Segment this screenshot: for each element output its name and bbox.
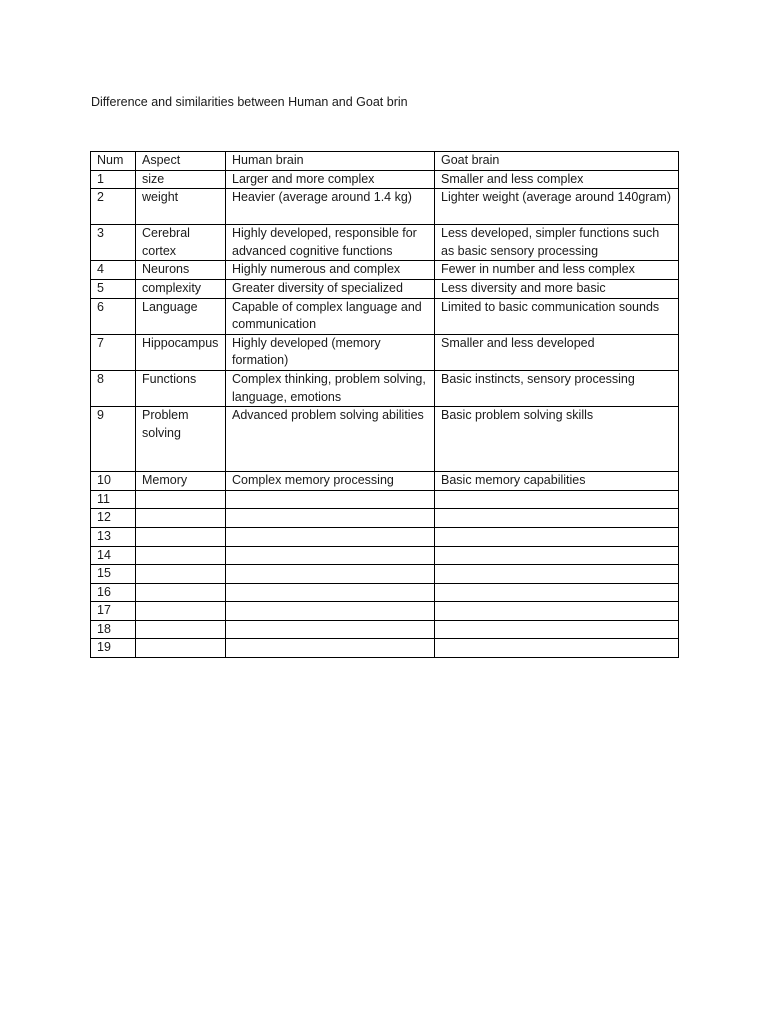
table-row [91,546,679,565]
goat-brain-cell: Fewer in number and less complex [435,261,679,280]
human-brain-cell: Greater diversity of specialized [226,279,435,298]
num-cell: 10 [91,472,136,491]
num-cell: 3 [91,225,136,261]
goat-brain-cell: Smaller and less complex [435,170,679,189]
aspect-cell: complexity [136,279,226,298]
table-row [91,509,679,528]
human-brain-cell [226,490,435,509]
human-brain-cell [226,583,435,602]
human-brain-cell: Highly developed, responsible for advanced cognitive functions [226,225,435,261]
aspect-cell [136,509,226,528]
table-row [91,279,679,298]
num-cell: 13 [91,527,136,546]
aspect-cell: Cerebral cortex [136,225,226,261]
table-row [91,602,679,621]
goat-brain-cell [435,509,679,528]
human-brain-cell [226,546,435,565]
aspect-cell [136,565,226,584]
table-row [91,639,679,658]
num-cell: 9 [91,407,136,472]
num-cell: 12 [91,509,136,528]
num-cell: 19 [91,639,136,658]
human-brain-cell: Advanced problem solving abilities [226,407,435,472]
header-cell-num: Num [91,152,136,171]
aspect-cell: Memory [136,472,226,491]
table-row [91,298,679,334]
aspect-cell [136,527,226,546]
num-cell: 7 [91,334,136,370]
table-row [91,407,679,472]
aspect-cell [136,583,226,602]
num-cell: 14 [91,546,136,565]
human-brain-cell [226,602,435,621]
table-row [91,225,679,261]
aspect-cell [136,620,226,639]
goat-brain-cell [435,546,679,565]
table-row [91,170,679,189]
goat-brain-cell [435,527,679,546]
human-brain-cell [226,527,435,546]
aspect-cell [136,602,226,621]
comparison-table [90,151,679,658]
table-row [91,583,679,602]
table-row [91,334,679,370]
aspect-cell: Hippocampus [136,334,226,370]
num-cell: 15 [91,565,136,584]
aspect-cell: Problem solving [136,407,226,472]
table-row [91,527,679,546]
aspect-cell: weight [136,189,226,225]
table-row [91,490,679,509]
aspect-cell [136,546,226,565]
goat-brain-cell: Basic memory capabilities [435,472,679,491]
aspect-cell: Neurons [136,261,226,280]
table-row [91,370,679,406]
comparison-table-body [91,152,679,658]
human-brain-cell: Capable of complex language and communication [226,298,435,334]
goat-brain-cell: Smaller and less developed [435,334,679,370]
human-brain-cell [226,639,435,658]
aspect-cell [136,639,226,658]
num-cell: 4 [91,261,136,280]
goat-brain-cell [435,490,679,509]
human-brain-cell: Larger and more complex [226,170,435,189]
table-row [91,565,679,584]
human-brain-cell: Heavier (average around 1.4 kg) [226,189,435,225]
human-brain-cell: Complex memory processing [226,472,435,491]
goat-brain-cell [435,620,679,639]
human-brain-cell: Highly numerous and complex [226,261,435,280]
header-cell-aspect: Aspect [136,152,226,171]
goat-brain-cell: Less developed, simpler functions such as basic sensory processing [435,225,679,261]
header-cell-goat-brain: Goat brain [435,152,679,171]
goat-brain-cell: Basic problem solving skills [435,407,679,472]
aspect-cell: size [136,170,226,189]
goat-brain-cell [435,583,679,602]
document-title: Difference and similarities between Human and Goat brin [91,95,408,109]
aspect-cell: Functions [136,370,226,406]
goat-brain-cell [435,602,679,621]
human-brain-cell: Highly developed (memory formation) [226,334,435,370]
goat-brain-cell [435,639,679,658]
num-cell: 18 [91,620,136,639]
table-row [91,620,679,639]
num-cell: 8 [91,370,136,406]
goat-brain-cell: Lighter weight (average around 140gram) [435,189,679,225]
aspect-cell: Language [136,298,226,334]
goat-brain-cell: Basic instincts, sensory processing [435,370,679,406]
human-brain-cell [226,620,435,639]
aspect-cell [136,490,226,509]
goat-brain-cell: Less diversity and more basic [435,279,679,298]
num-cell: 5 [91,279,136,298]
human-brain-cell [226,509,435,528]
num-cell: 6 [91,298,136,334]
num-cell: 11 [91,490,136,509]
num-cell: 2 [91,189,136,225]
table-row [91,189,679,225]
num-cell: 16 [91,583,136,602]
header-cell-human-brain: Human brain [226,152,435,171]
goat-brain-cell [435,565,679,584]
table-header-row [91,152,679,171]
human-brain-cell: Complex thinking, problem solving, language, emotions [226,370,435,406]
table-row [91,261,679,280]
num-cell: 17 [91,602,136,621]
table-row [91,472,679,491]
human-brain-cell [226,565,435,584]
num-cell: 1 [91,170,136,189]
goat-brain-cell: Limited to basic communication sounds [435,298,679,334]
